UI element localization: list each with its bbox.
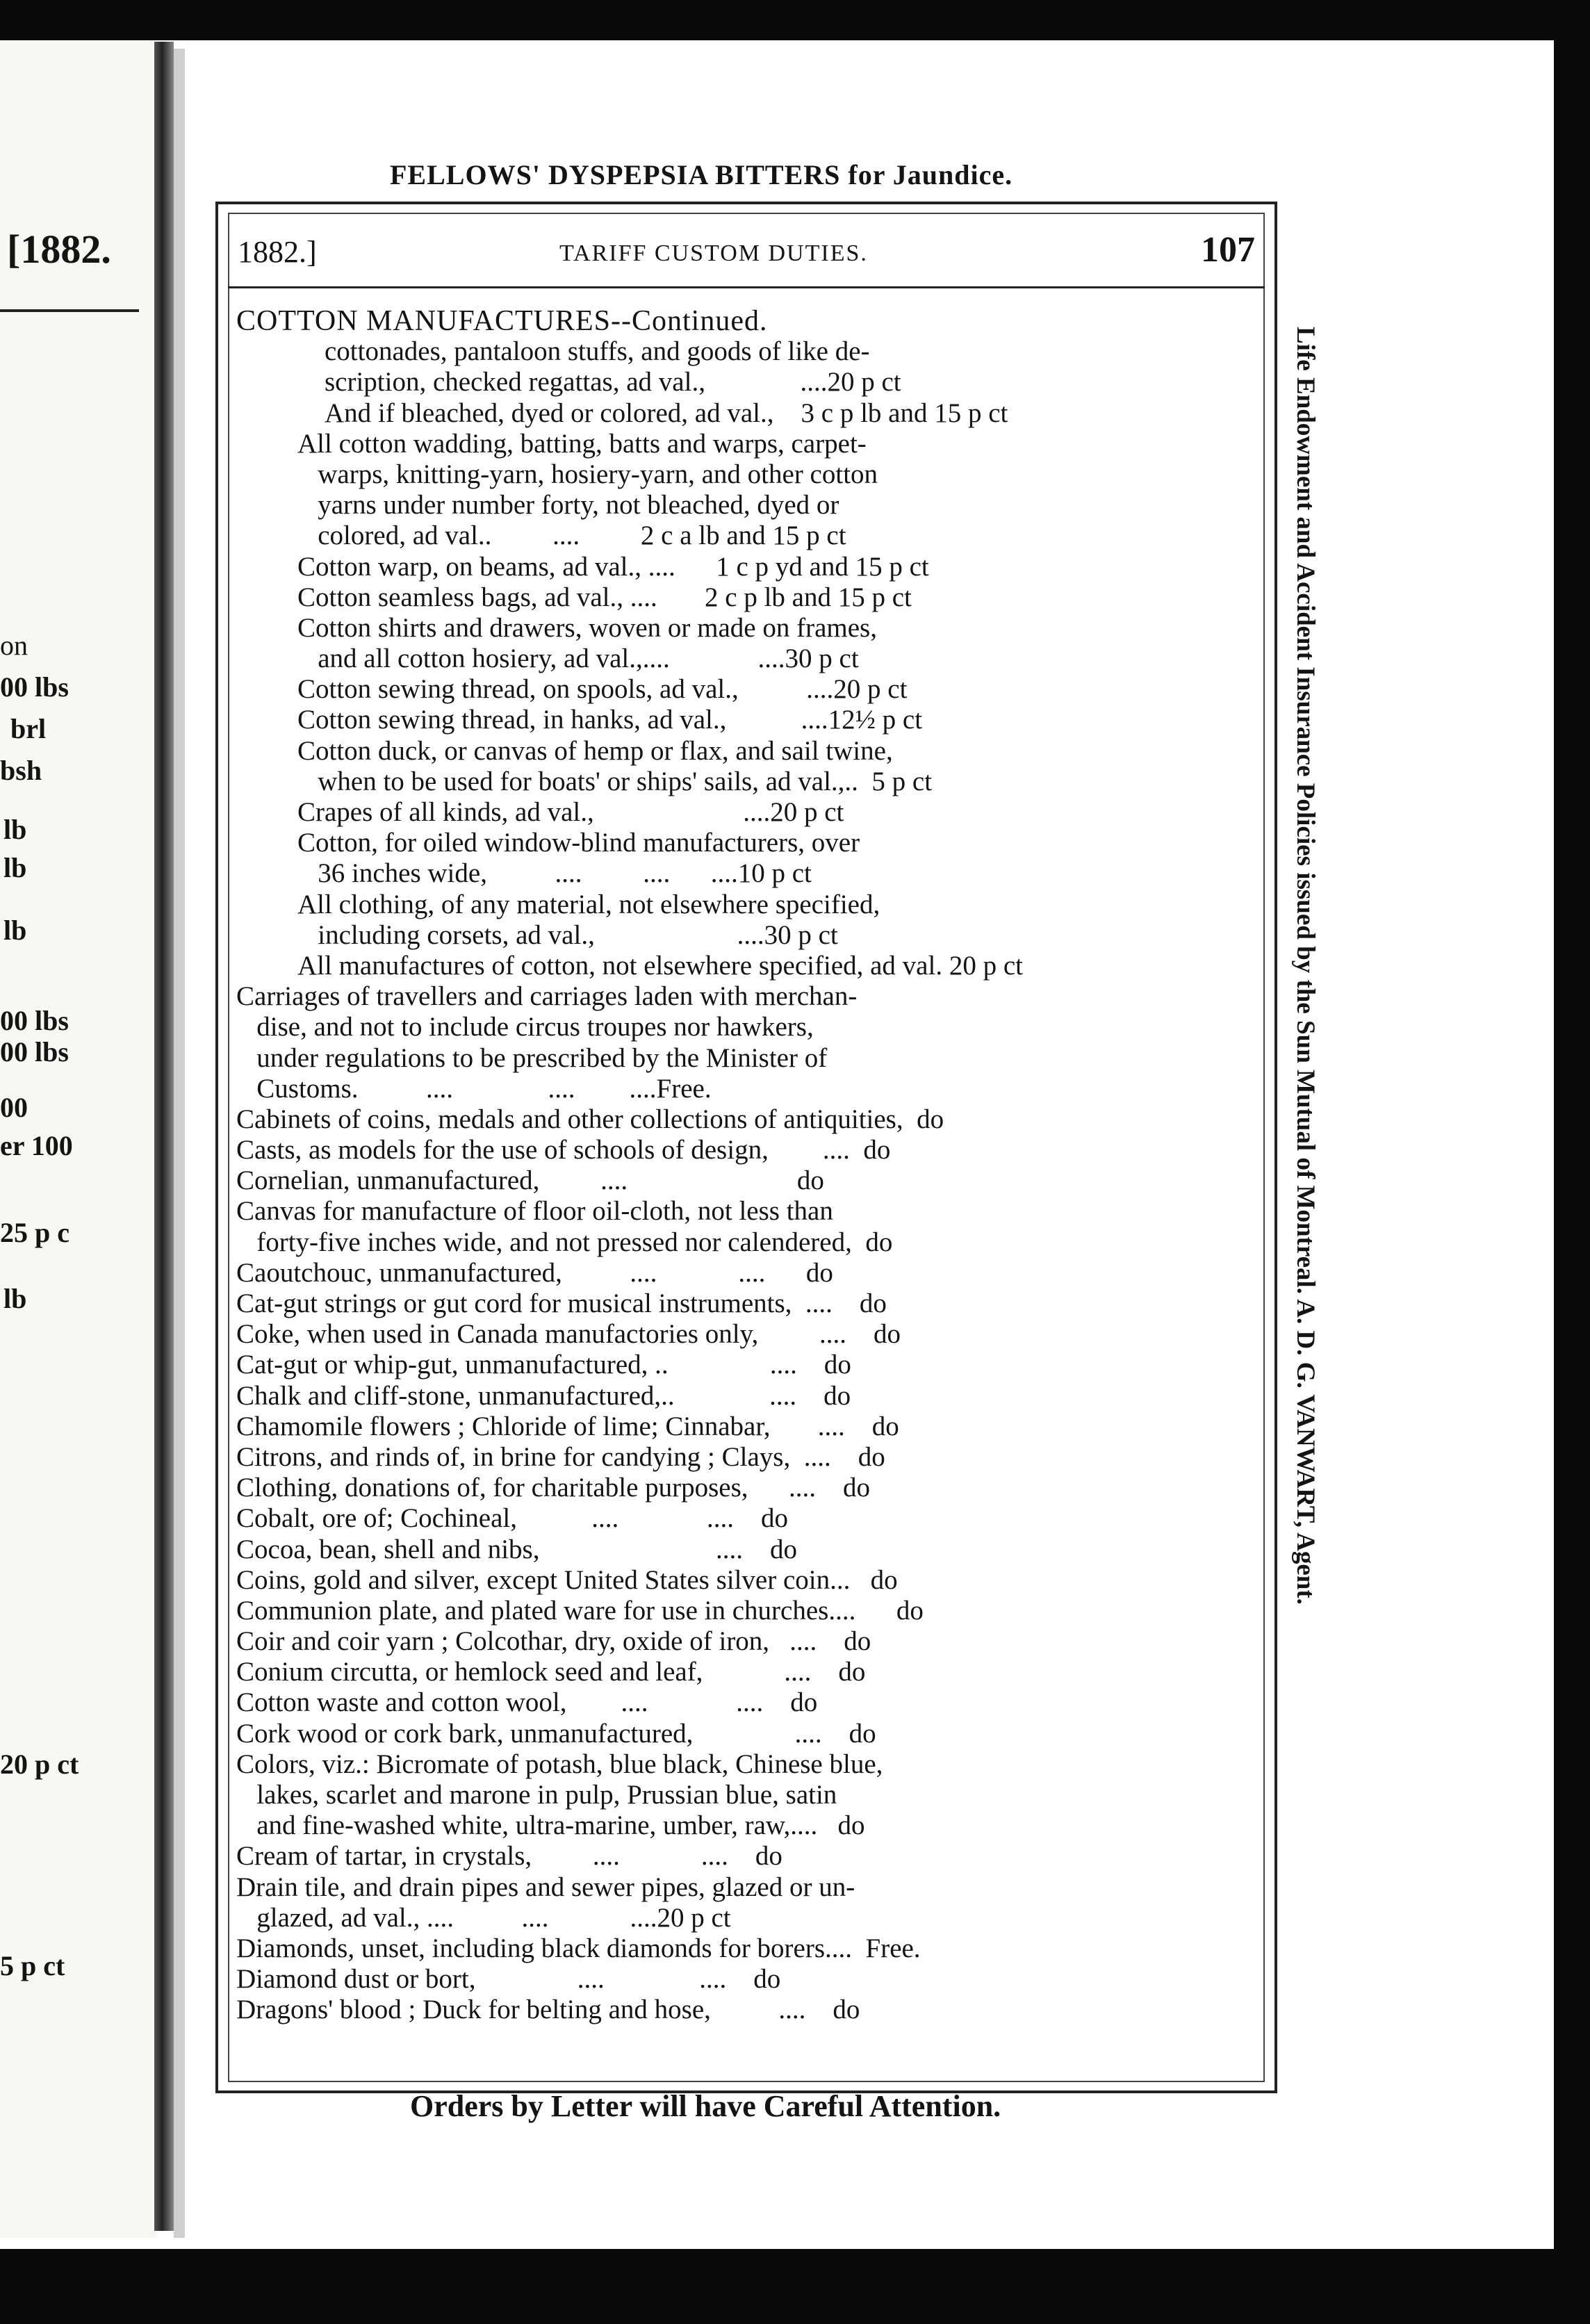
tariff-line: Carriages of travellers and carriages laden with merchan- [236, 981, 858, 1012]
side-advertisement-text: Life Endowment and Accident Insurance Policies issued by the Sun Mutual of Montreal. A. D. G. VANWART, Agent. [1291, 327, 1320, 1605]
facing-page-fragment-text: bsh [0, 755, 42, 786]
facing-page-fragment-text: 00 lbs [0, 1036, 69, 1067]
tariff-line: Drain tile, and drain pipes and sewer pipes, glazed or un- [236, 1872, 855, 1902]
tariff-line: yarns under number forty, not bleached, dyed or [297, 490, 839, 521]
facing-page-fragment [0, 42, 156, 2238]
facing-page-fragment-text: 00 lbs [0, 671, 69, 703]
tariff-line: Diamond dust or bort, .... .... do [236, 1964, 781, 1995]
tariff-line: dise, and not to include circus troupes nor hawkers, [236, 1012, 814, 1042]
tariff-line: All cotton wadding, batting, batts and warps, carpet- [297, 428, 867, 459]
tariff-line: Communion plate, and plated ware for use in churches.... do [236, 1595, 924, 1626]
facing-page-fragment-text: 00 lbs [0, 1005, 69, 1036]
tariff-line: Chamomile flowers ; Chloride of lime; Cinnabar, .... do [236, 1411, 899, 1441]
tariff-line: And if bleached, dyed or colored, ad val., 3 c p lb and 15 p ct [325, 398, 1008, 428]
tariff-line: Cotton seamless bags, ad val., .... 2 c p lb and 15 p ct [297, 582, 912, 612]
tariff-line: under regulations to be prescribed by the Minister of [236, 1042, 828, 1073]
tariff-line: scription, checked regattas, ad val., ....20 p ct [325, 367, 901, 398]
tariff-line: Canvas for manufacture of floor oil-cloth, not less than [236, 1196, 833, 1227]
tariff-line: Cotton duck, or canvas of hemp or flax, and sail twine, [297, 735, 893, 766]
tariff-line: and all cotton hosiery, ad val.,.... ....30 p ct [297, 644, 859, 674]
tariff-line: Cotton sewing thread, on spools, ad val., ....20 p ct [297, 674, 908, 705]
tariff-line: Cat-gut or whip-gut, unmanufactured, .. .... do [236, 1350, 851, 1380]
tariff-line: Crapes of all kinds, ad val., ....20 p ct [297, 797, 844, 827]
tariff-line: Chalk and cliff-stone, unmanufactured,.. .... do [236, 1380, 851, 1411]
tariff-line: Caoutchouc, unmanufactured, .... .... do [236, 1257, 833, 1288]
bottom-advertisement-banner: Orders by Letter will have Careful Attention. [410, 2089, 1001, 2123]
tariff-line: Coir and coir yarn ; Colcothar, dry, oxide of iron, .... do [236, 1626, 871, 1657]
tariff-line: Cotton sewing thread, in hanks, ad val., ....12½ p ct [297, 705, 923, 735]
tariff-line: Coke, when used in Canada manufactories only, .... do [236, 1319, 901, 1350]
running-header-year: 1882.] [238, 235, 317, 269]
side-advertisement [1284, 327, 1326, 1953]
facing-page-fragment-text: lb [3, 1283, 27, 1314]
tariff-line: Cork wood or cork bark, unmanufactured, .... do [236, 1718, 876, 1749]
tariff-line: forty-five inches wide, and not pressed nor calendered, do [236, 1227, 893, 1257]
scan-border-right [1554, 0, 1590, 2324]
header-rule [228, 286, 1265, 288]
page-number: 107 [1201, 230, 1255, 270]
tariff-line: Cotton shirts and drawers, woven or made on frames, [297, 612, 877, 643]
tariff-line: Conium circutta, or hemlock seed and leaf, .... do [236, 1657, 866, 1687]
facing-page-fragment-text: 25 p c [0, 1217, 69, 1248]
tariff-line: Dragons' blood ; Duck for belting and hose, .... do [236, 1995, 860, 2025]
scan-border-bottom [0, 2249, 1590, 2324]
tariff-line: Cotton, for oiled window-blind manufacturers, over [297, 828, 860, 858]
tariff-line: Coins, gold and silver, except United States silver coin... do [236, 1564, 898, 1595]
facing-page-fragment-text: 00 [0, 1092, 28, 1123]
tariff-line: Diamonds, unset, including black diamonds for borers.... Free. [236, 1933, 921, 1963]
tariff-line: Customs. .... .... ....Free. [236, 1073, 712, 1104]
facing-page-fragment-text: on [0, 630, 28, 661]
top-advertisement-banner: FELLOWS' DYSPEPSIA BITTERS for Jaundice. [390, 159, 1013, 190]
facing-page-header: [1882. [7, 227, 111, 272]
tariff-line: cottonades, pantaloon stuffs, and goods of like de- [325, 336, 870, 367]
tariff-line: Citrons, and rinds of, in brine for candying ; Clays, .... do [236, 1441, 885, 1472]
tariff-line: warps, knitting-yarn, hosiery-yarn, and other cotton [297, 459, 878, 489]
tariff-line: Cat-gut strings or gut cord for musical instruments, .... do [236, 1288, 887, 1318]
tariff-list [236, 306, 1265, 2026]
tariff-line: Cocoa, bean, shell and nibs, .... do [236, 1534, 797, 1564]
tariff-line: including corsets, ad val., ....30 p ct [297, 919, 838, 950]
tariff-line: Cotton waste and cotton wool, .... .... do [236, 1687, 818, 1718]
tariff-line: Casts, as models for the use of schools of design, .... do [236, 1135, 891, 1165]
facing-page-fragment-text: lb [3, 852, 27, 883]
tariff-line: All manufactures of cotton, not elsewhere specified, ad val. 20 p ct [297, 950, 1023, 981]
tariff-line: when to be used for boats' or ships' sails, ad val.,.. 5 p ct [297, 766, 933, 796]
tariff-line: Colors, viz.: Bicromate of potash, blue black, Chinese blue, [236, 1749, 883, 1779]
tariff-line: All clothing, of any material, not elsewhere specified, [297, 889, 880, 919]
tariff-line: 36 inches wide, .... .... ....10 p ct [297, 858, 812, 889]
tariff-line: and fine-washed white, ultra-marine, umber, raw,.... do [236, 1810, 865, 1841]
facing-page-fragment-text: lb [3, 915, 27, 946]
book-spine-shadow [154, 42, 174, 2231]
scan-border-top [0, 0, 1590, 40]
facing-page-rule [0, 309, 139, 312]
facing-page-fragment-text: brl [10, 713, 47, 744]
tariff-line: Clothing, donations of, for charitable purposes, .... do [236, 1473, 871, 1503]
page-gutter [174, 49, 185, 2238]
facing-page-fragment-text: lb [3, 814, 27, 845]
tariff-line: Cobalt, ore of; Cochineal, .... .... do [236, 1503, 788, 1534]
tariff-line: glazed, ad val., .... .... ....20 p ct [236, 1902, 731, 1933]
facing-page-fragment-text: 5 p ct [0, 1950, 65, 1981]
tariff-line: Cream of tartar, in crystals, .... .... do [236, 1841, 782, 1872]
facing-page-fragment-text: er 100 [0, 1130, 73, 1161]
section-heading: COTTON MANUFACTURES--Continued. [236, 305, 768, 337]
tariff-line: Cornelian, unmanufactured, .... do [236, 1165, 824, 1196]
running-header-title: TARIFF CUSTOM DUTIES. [559, 240, 868, 266]
tariff-line: Cabinets of coins, medals and other collections of antiquities, do [236, 1104, 944, 1134]
tariff-line: lakes, scarlet and marone in pulp, Prussian blue, satin [236, 1780, 837, 1810]
facing-page-fragment-text: 20 p ct [0, 1749, 79, 1780]
tariff-line: colored, ad val.. .... 2 c a lb and 15 p ct [297, 521, 846, 551]
tariff-line: Cotton warp, on beams, ad val., .... 1 c p yd and 15 p ct [297, 551, 929, 582]
